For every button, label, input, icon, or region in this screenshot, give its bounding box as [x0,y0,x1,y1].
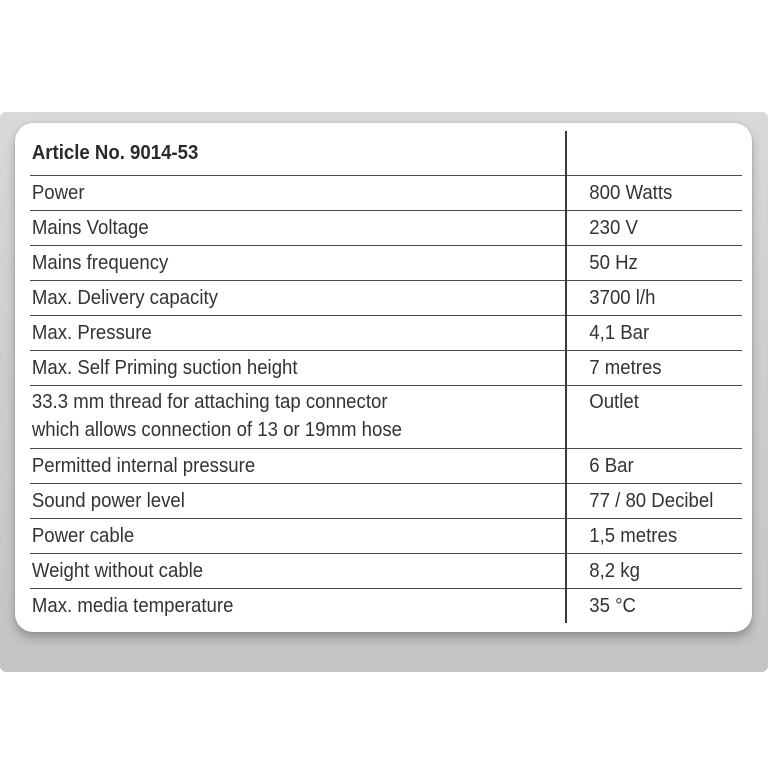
table-header-row [30,131,742,176]
table-row [30,211,742,246]
table-row [30,554,742,589]
spec-value: Outlet [566,386,730,449]
spec-label: Power [30,176,528,211]
table-row [30,386,742,449]
spec-value: 50 Hz [566,246,730,281]
spec-value: 3700 l/h [566,281,730,316]
spec-label-line1: 33.3 mm thread for attaching tap connector [31,391,388,413]
table-row [30,589,742,624]
table-row [30,281,742,316]
spec-label: Max. Pressure [30,316,528,351]
spec-label: Max. Self Priming suction height [30,351,528,386]
spec-value: 800 Watts [566,176,730,211]
spec-label: Permitted internal pressure [30,449,528,484]
spec-label: Max. Delivery capacity [30,281,528,316]
article-number-value [566,131,730,176]
spec-label: Weight without cable [30,554,528,589]
spec-value: 4,1 Bar [566,316,730,351]
table-row [30,351,742,386]
table-row [30,519,742,554]
spec-label: Mains frequency [30,246,528,281]
spec-value: 77 / 80 Decibel [566,484,730,519]
spec-table [30,131,742,623]
spec-label: Sound power level [30,484,528,519]
spec-value: 35 °C [566,589,730,624]
spec-value: 7 metres [566,351,730,386]
table-row [30,176,742,211]
spec-label: Power cable [30,519,528,554]
spec-label-line2: which allows connection of 13 or 19mm hose [31,419,403,441]
table-row [30,484,742,519]
spec-value: 8,2 kg [566,554,730,589]
table-row [30,246,742,281]
spec-label: Mains Voltage [30,211,528,246]
spec-label: Max. media temperature [30,589,528,624]
spec-value: 6 Bar [566,449,730,484]
spec-label [30,386,528,449]
article-number: Article No. 9014-53 [31,142,199,164]
spec-card [15,123,752,632]
spec-value: 1,5 metres [566,519,730,554]
spec-value: 230 V [566,211,730,246]
table-row [30,449,742,484]
table-row [30,316,742,351]
